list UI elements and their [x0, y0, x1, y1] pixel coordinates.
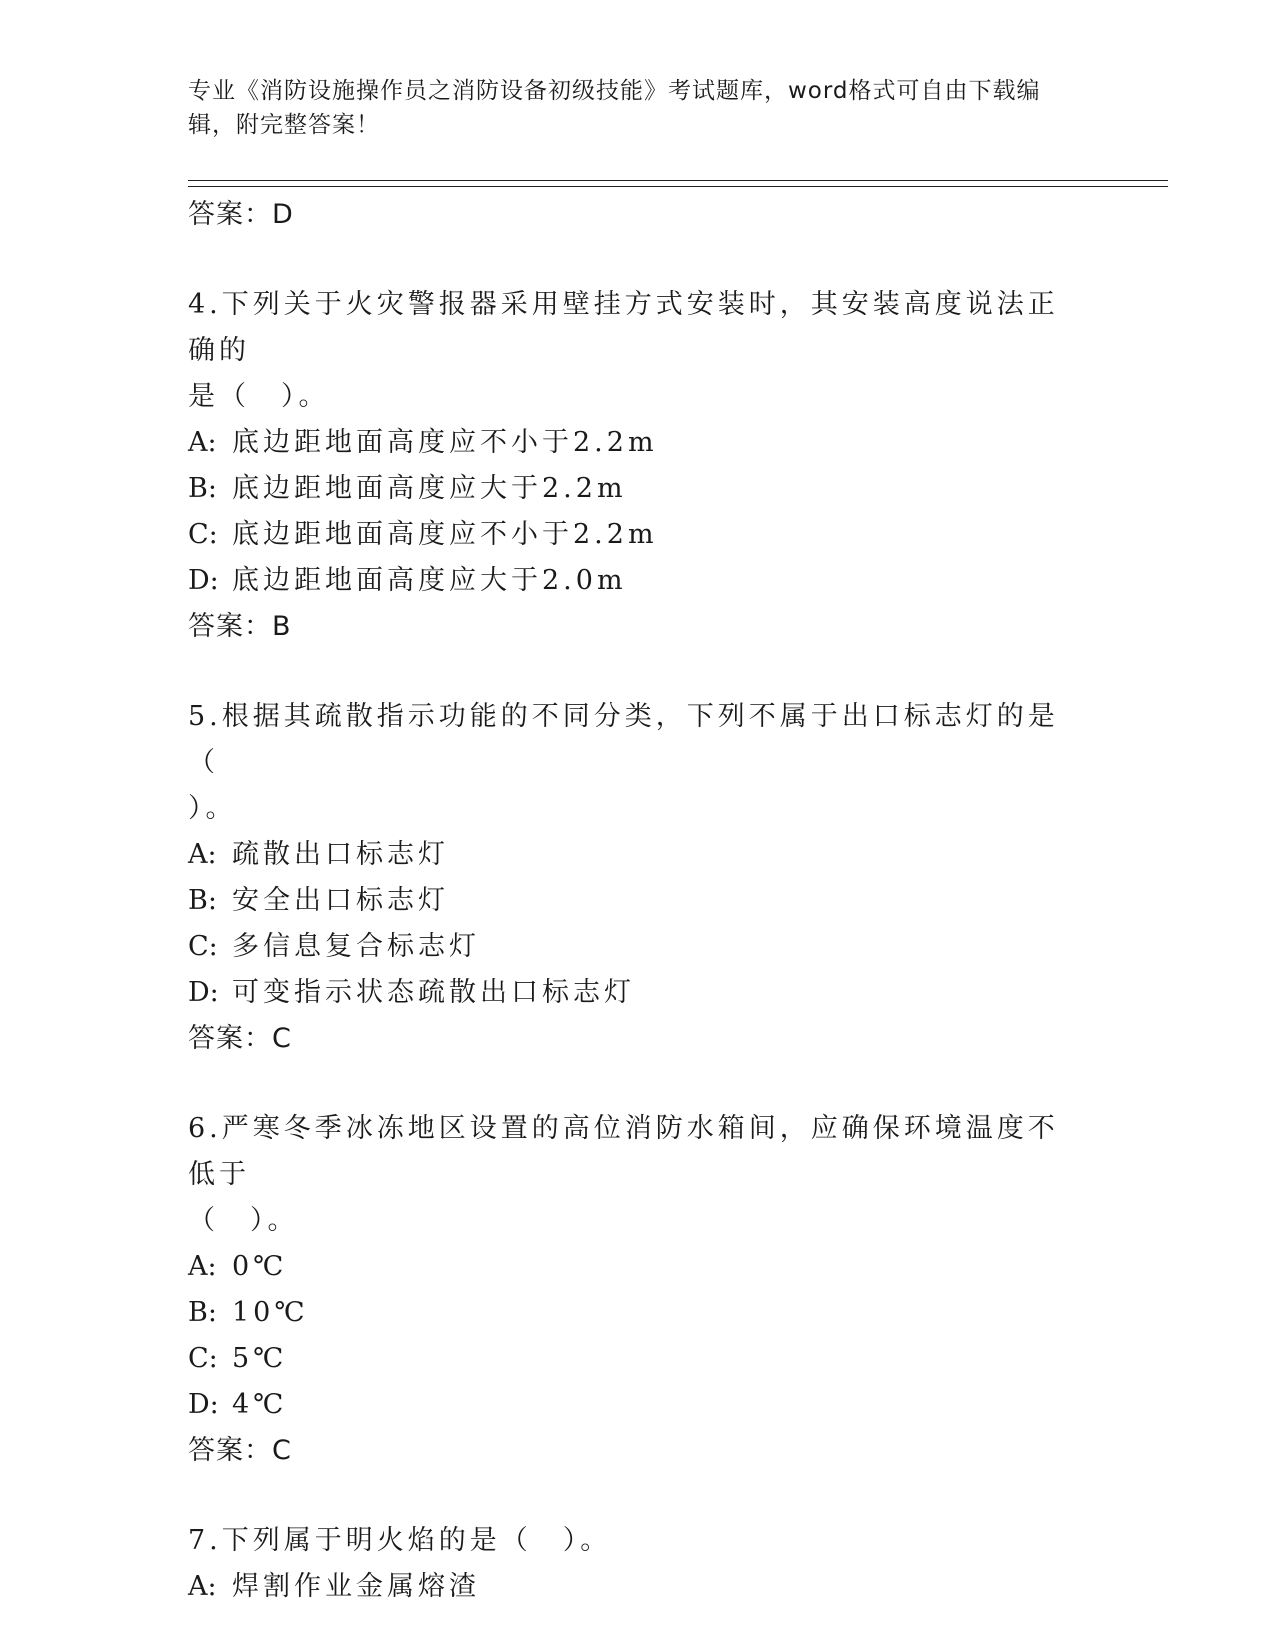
option-c [188, 924, 1168, 970]
question-stem-line: ）。 [188, 793, 237, 824]
option-d [188, 970, 1168, 1016]
question-stem-line: 6.严寒冬季冰冻地区设置的高位消防水箱间，应确保环境温度不低于 [188, 1113, 1059, 1190]
question-stem-line: 是（ ）。 [188, 381, 330, 412]
option-text: 底边距地面高度应大于2.0m [232, 565, 627, 596]
option-text: 多信息复合标志灯 [232, 931, 480, 962]
answer-text: 答案：B [188, 611, 292, 642]
question-stem [188, 1518, 1068, 1564]
option-label: A: [188, 427, 217, 458]
question-stem [188, 1106, 1068, 1244]
option-a [188, 420, 1168, 466]
option-text: 安全出口标志灯 [232, 885, 449, 916]
option-label: C: [188, 519, 218, 550]
question-stem [188, 694, 1068, 832]
question-list [188, 192, 1168, 1610]
question-stem [188, 282, 1068, 420]
option-b [188, 878, 1168, 924]
option-c [188, 512, 1168, 558]
option-text: 底边距地面高度应不小于2.2m [232, 519, 658, 550]
question-7 [188, 1518, 1168, 1610]
option-label: C: [188, 931, 218, 962]
option-text: 10℃ [232, 1297, 309, 1328]
option-a [188, 832, 1168, 878]
option-c [188, 1336, 1168, 1382]
option-label: D: [188, 1389, 219, 1420]
option-text: 4℃ [232, 1389, 288, 1420]
option-b [188, 466, 1168, 512]
header-line-1: 专业《消防设施操作员之消防设备初级技能》考试题库，word格式可自由下载编 [188, 78, 1041, 104]
option-label: C: [188, 1343, 218, 1374]
question-stem-line: （ ）。 [188, 1205, 299, 1236]
option-text: 0℃ [232, 1251, 288, 1282]
header-divider [188, 180, 1168, 187]
option-text: 5℃ [232, 1343, 288, 1374]
option-label: A: [188, 1571, 217, 1602]
option-text: 可变指示状态疏散出口标志灯 [232, 977, 635, 1008]
option-text: 底边距地面高度应不小于2.2m [232, 427, 658, 458]
option-label: B: [188, 473, 217, 504]
option-label: D: [188, 565, 219, 596]
option-b [188, 1290, 1168, 1336]
header-line-2: 辑，附完整答案！ [188, 112, 380, 138]
option-label: A: [188, 1251, 217, 1282]
question-6 [188, 1106, 1168, 1474]
question-stem-line: 5.根据其疏散指示功能的不同分类，下列不属于出口标志灯的是（ [188, 701, 1059, 778]
option-text: 底边距地面高度应大于2.2m [232, 473, 627, 504]
option-text: 疏散出口标志灯 [232, 839, 449, 870]
question-stem-line: 4.下列关于火灾警报器采用壁挂方式安装时，其安装高度说法正确的 [188, 289, 1059, 366]
answer-text: 答案：C [188, 1435, 292, 1466]
option-label: D: [188, 977, 219, 1008]
option-d [188, 1382, 1168, 1428]
question-4 [188, 282, 1168, 650]
option-text: 焊割作业金属熔渣 [232, 1571, 480, 1602]
answer-text: 答案：C [188, 1023, 292, 1054]
option-a [188, 1564, 1168, 1610]
answer-text: 答案：D [188, 199, 294, 230]
option-label: A: [188, 839, 217, 870]
option-label: B: [188, 885, 217, 916]
document-header [188, 74, 1088, 142]
question-5 [188, 694, 1168, 1062]
option-a [188, 1244, 1168, 1290]
question-stem-line: 7.下列属于明火焰的是（ ）。 [188, 1525, 612, 1556]
option-d [188, 558, 1168, 604]
option-label: B: [188, 1297, 217, 1328]
